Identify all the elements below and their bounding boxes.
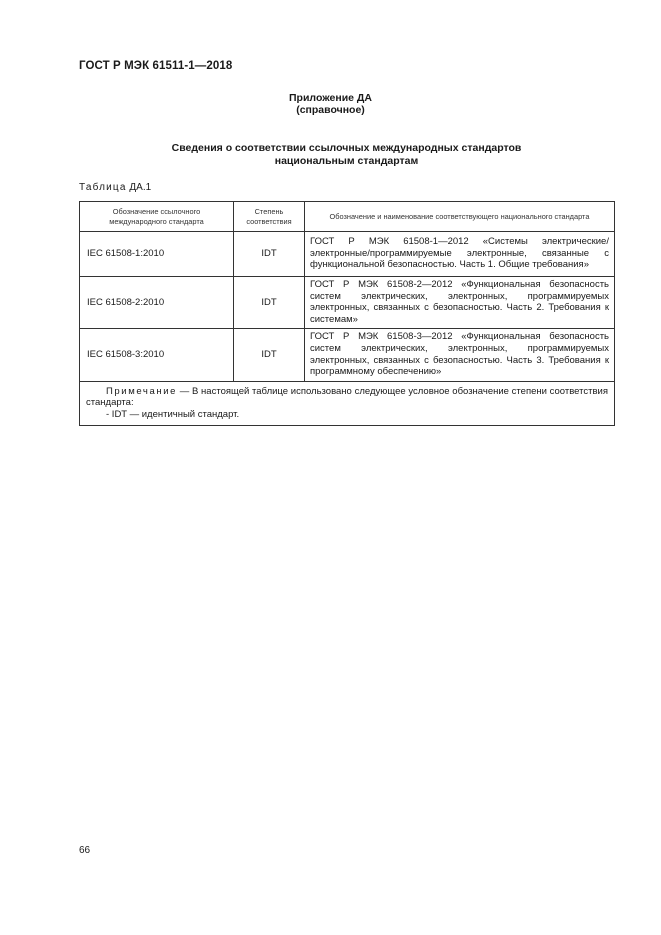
- international-standard-cell: IEC 61508-2:2010: [80, 277, 234, 329]
- header-international-standard: Обозначение ссылочного международного стандарта: [80, 202, 234, 232]
- document-title-line-2: национальным стандартам: [274, 155, 419, 167]
- table-caption-label: Таблица: [79, 182, 127, 193]
- table-caption: [79, 182, 151, 193]
- table-row: [80, 232, 615, 277]
- appendix-subtitle: (справочное): [296, 104, 365, 116]
- page-number: 66: [79, 845, 91, 856]
- table-caption-number: ДА.1: [129, 182, 152, 193]
- national-standard-cell: ГОСТ Р МЭК 61508-2—2012 «Функциональная безопасность систем электрических, электронных, программируемых электронных, связанных с безопасностью. Часть 2. Требования к системам»: [305, 277, 615, 329]
- table-row: [80, 277, 615, 329]
- note-text: — В настоящей таблице использовано следующее условное обозначение степени соответствия стандарта:: [86, 385, 608, 409]
- table-header-row: [80, 202, 615, 232]
- international-standard-cell: IEC 61508-1:2010: [80, 232, 234, 277]
- table-row: [80, 329, 615, 381]
- header-national-standard: Обозначение и наименование соответствующего национального стандарта: [305, 202, 615, 232]
- document-title-line-1: Сведения о соответствии ссылочных международных стандартов: [171, 142, 522, 154]
- document-code: ГОСТ Р МЭК 61511-1—2018: [79, 60, 233, 72]
- standards-correspondence-table: [79, 201, 615, 426]
- degree-cell: IDT: [234, 277, 305, 329]
- national-standard-cell: ГОСТ Р МЭК 61508-3—2012 «Функциональная безопасность систем электрических, электронных, программируемых электронных, связанных с безопасностью. Часть 3. Требования к программному обеспечению»: [305, 329, 615, 381]
- appendix-title: Приложение ДА: [289, 92, 372, 104]
- document-title: [0, 142, 661, 168]
- note-item: - IDT — идентичный стандарт.: [106, 408, 240, 420]
- degree-cell: IDT: [234, 329, 305, 381]
- international-standard-cell: IEC 61508-3:2010: [80, 329, 234, 381]
- appendix-heading: [0, 92, 661, 116]
- table-note: [80, 381, 615, 426]
- header-degree: Степень соответствия: [234, 202, 305, 232]
- degree-cell: IDT: [234, 232, 305, 277]
- note-label: Примечание: [106, 385, 177, 397]
- national-standard-cell: ГОСТ Р МЭК 61508-1—2012 «Системы электрические/электронные/программируемые электронные, связанные с функциональной безопасностью. Часть 1. Общие требования»: [305, 232, 615, 277]
- table-note-row: [80, 381, 615, 426]
